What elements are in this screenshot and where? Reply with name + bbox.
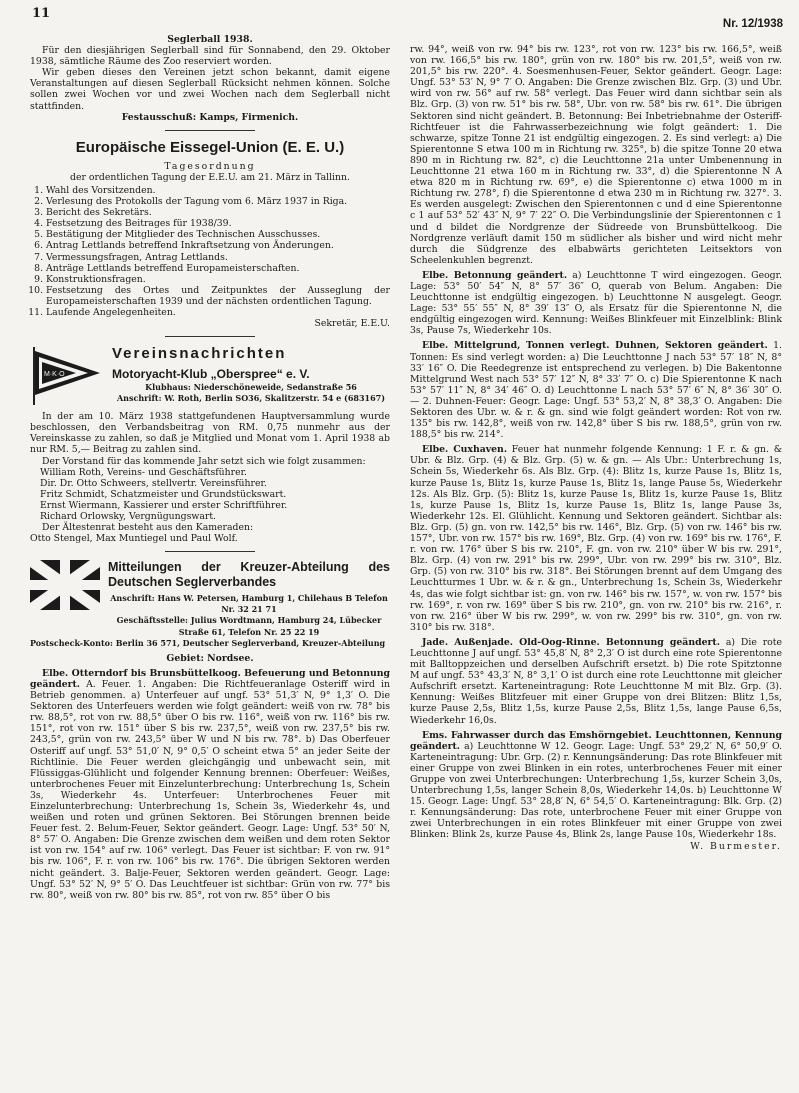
seglerball-title: Seglerball 1938. bbox=[167, 34, 253, 45]
flag-label: M·K·O bbox=[44, 371, 65, 379]
notice-text: 1. Tonnen: Es sind verlegt worden: a) Die Leuchttonne J nach 53° 57′ 18″ N, 8° 33′ 16″ O. Die Reedegrenze ist entsprechend zu verlegen. b) Die Bakentonne Mittelgrund West nach 53° 57′ 12″ N, 8° 33′ 7″ O. c) Die Spierentonne K nach 53° 57′ 11″ N, 8° 34′ 46″ O. d) Leuchttonne L nach 53° 57′ 6″ N, 8° 36′ 30″ O. — 2. Duhnen-Feuer: Geogr. Lage: Ungf. 53° 53,2′ N, 8° 38,3′ O. Angaben: Die Sektoren des Ubr. w. & r. & gn. sind wie folgt geändert worden: Rot von rw. 135° bis rw. 142,8°, weiß von rw. 142,8° über S bis rw. 188,5°, grün von rw. 188,5° bis rw. 214°. bbox=[410, 340, 782, 441]
agenda-item: 4. Festsetzung des Beitrages für 1938/39. bbox=[46, 218, 390, 229]
club-board-list bbox=[30, 467, 390, 522]
eeu-agenda-list bbox=[30, 185, 390, 318]
agenda-item: 5. Bestätigung der Mitglieder des Technischen Ausschusses. bbox=[46, 229, 390, 240]
agenda-item: 1. Wahl des Vorsitzenden. bbox=[46, 185, 390, 196]
kreuzer-address-1: Anschrift: Hans W. Petersen, Hamburg 1, Chilehaus B Telefon Nr. 32 21 71 bbox=[110, 593, 388, 615]
notice-elbe-otterndorf bbox=[30, 668, 390, 901]
notice-text: A. Feuer. 1. Angaben: Die Richtfeueranlage Osteriff wird in Betrieb genommen. a) Unterfeuer auf ungf. 53° 51,3′ N, 9° 1,3′ O. Die Sektoren des Unterfeuers werden wie folgt geändert: weiß von rw. 78° bis rw. 88,5°, rot von rw. 88,5° über O bis rw. 116°, weiß von rw. 116° bis rw. 151°, rot von rw. 151° über S bis rw. 237,5°, weiß von rw. 237,5° bis rw. 243,5°, grün von rw. 243,5° über W und N bis rw. 78°. b) Das Oberfeuer Osteriff auf ungf. 53° 51,0′ N, 9° 0,5′ O scheint etwa 5° an jeder Seite der Richtlinie. Die Feuer werden gleichgängig und unbewacht sein, mit Flüssiggas-Glühlicht und folgender Kennung brennen: Oberfeuer: Weißes, unterbrochenes Feuer mit Einzelunterbrechung: Unterbrechung 1s, Schein 3s, Wiederkehr 4s. Unterfeuer: Unterbrochenes Feuer mit Einzelunterbrechung: Unterbrechung 1s, Schein 3s, Wiederkehr 4s, und weißen und roten und grünen Sektoren. Bei Störungen brennen beide Feuer fest. 2. Belum-Feuer, Sektor geändert. Geogr. Lage: Ungf. 53° 50′ N, 8° 57′ O. Angaben: Die Grenze zwischen dem weißen und dem roten Sektor ist von rw. 154° auf rw. 106° verlegt. Das Feuer ist sichtbar: F. von rw. 91° bis rw. 106°, F. r. von rw. 106° bis rw. 176°. Die übrigen Sektoren werden nicht geändert. 3. Balje-Feuer, Sektoren werden geändert. Geogr. Lage: Ungf. 53° 52′ N, 9° 5′ O. Das Leuchtfeuer ist sichtbar: Grün von rw. 77° bis rw. 80°, weiß von rw. 80° bis rw. 85°, rot von rw. 85° über O bis bbox=[30, 678, 390, 901]
notice-elbe-betonnung bbox=[410, 270, 782, 337]
notice-title: Elbe. Mittelgrund, Tonnen verlegt. Duhnen, Sektoren geändert. bbox=[422, 340, 768, 352]
club-elders: Otto Stengel, Max Muntiegel und Paul Wolf. bbox=[30, 533, 238, 545]
club-paragraph-1: In der am 10. März 1938 stattgefundenen Hauptversammlung wurde beschlossen, den Verbandsbeitrag von RM. 0,75 nunmehr aus der Vereinskasse zu zahlen, so daß je Mitglied und Monat vom 1. April 1938 ab nur RM. 5,— Beitrag zu zahlen sind. bbox=[30, 411, 390, 456]
board-member: Fritz Schmidt, Schatzmeister und Grundstückswart. bbox=[40, 488, 287, 500]
agenda-item: 8. Anträge Lettlands betreffend Europameisterschaften. bbox=[46, 263, 390, 274]
agenda-item: 9. Konstruktionsfragen. bbox=[46, 274, 390, 285]
notice-title: Elbe. Betonnung geändert. bbox=[422, 269, 568, 281]
agenda-item: 7. Vermessungsfragen, Antrag Lettlands. bbox=[46, 252, 390, 263]
agenda-item: 11. Laufende Angelegenheiten. bbox=[46, 307, 390, 318]
kreuzer-region: Gebiet: Nordsee. bbox=[166, 652, 254, 664]
agenda-item: 10. Festsetzung des Ortes und Zeitpunktes der Ausseglung der Europameisterschaften 1939 und der nächsten ordentlichen Tagung. bbox=[46, 285, 390, 307]
notice-text: a) Leuchttonne T wird eingezogen. Geogr. Lage: 53° 50′ 54″ N, 8° 57′ 36″ O, querab von Belum. Angaben: Die Leuchttonne ist endgültig eingezogen. b) Leuchttonne N ausgelegt. Geogr. Lage: 53° 55′ 55″ N, 8° 39′ 13″ O, als Ersatz für die Spierentonne N, die endgültig eingezogen wird. Kennung: Weißes Blinkfeuer mit Einzelblink: Blink 3s, Pause 7s, Wiederkehr 10s. bbox=[410, 269, 783, 337]
notice-text: Feuer hat nunmehr folgende Kennung: 1 F. r. & gn. & Ubr. & Blz. Grp. (4) & Blz. Grp. (5) w. & gn. — Als Ubr.: Unterbrechung 1s, Schein 5s, Wiederkehr 6s. Als Blz. Grp. (4): Blitz 1s, kurze Pause 1s, Blitz 1s, kurze Pause 1s, Blitz 1s, kurze Pause 1s, Blitz 1s, lange Pause 5s, Wiederkehr 12s. Als Blz. Grp. (5): Blitz 1s, kurze Pause 1s, Blitz 1s, kurze Pause 1s, Blitz 1s, kurze Pause 1s, Blitz 1s, kurze Pause 1s, Blitz 1s, lange Pause 3s, Wiederkehr 12s. El. Glühlicht. Kennung und Sektoren geändert. Sichtbar als: Blz. Grp. (5) gn. von rw. 142,5° bis rw. 146°, Blz. Grp. (5) von rw. 146° bis rw. 157°, Ubr. von rw. 157° bis rw. 169°, Blz. Grp. (4) von rw. 169° bis rw. 176°, F. r. von rw. 176° über S bis rw. 210°, F. gn. von rw. 210° über W bis rw. 291°, Blz. Grp. (4) von rw. 291° bis rw. 299°, Ubr. von rw. 299° bis rw. 310°, Blz. Grp. (5) von rw. 310° bis rw. 318°. Bei Störungen brennt auf dem Umgang des Leuchtturmes 1 Ubr. w. & r. & gn., Unterbrechung 1s, Schein 3s, Wiederkehr 4s, das wie folgt sichtbar ist: gn. von rw. 146° bis rw. 157°, w. von rw. 157° bis rw. 169°, r. von rw. 169° über S bis rw. 210°, gn. von rw. 210° bis rw. 216°, r. von rw. 216° über W bis rw. 299°, w. von rw. 299° bis rw. 310°, gn. von rw. 310° bis rw. 318°. bbox=[410, 444, 782, 633]
kreuzer-flag-icon bbox=[30, 560, 100, 610]
notice-ems bbox=[410, 730, 782, 841]
issue-number: Nr. 12/1938 bbox=[722, 18, 783, 30]
eeu-signature: Sekretär, E.E.U. bbox=[314, 318, 390, 330]
kreuzer-signature: W. Burmester. bbox=[690, 840, 782, 852]
seglerball-paragraph-2: Wir geben dieses den Vereinen jetzt schon bekannt, damit eigene Veranstaltungen auf diesen Seglerball Rücksicht nehmen können. Solche sollen zwei Wochen vor und zwei Wochen nach dem Seglerball nicht stattfinden. bbox=[30, 67, 390, 112]
eeu-subtitle: Tagesordnung bbox=[164, 160, 256, 172]
continued-text: rw. 94°, weiß von rw. 94° bis rw. 123°, rot von rw. 123° bis rw. 166,5°, weiß von rw. 166,5° bis rw. 180°, grün von rw. 180° bis rw. 201,5°, weiß von rw. 201,5° bis rw. 220°. 4. Soesmenhusen-Feuer, Sektor geändert. Geogr. Lage: Ungf. 53° 53′ N, 9° 7′ O. Angaben: Die Grenze zwischen Blz. Grp. (3) und Ubr. wird von rw. 56° auf rw. 58° verlegt. Das Feuer wird dann sichtbar sein als Blz. Grp. (3) von rw. 51° bis rw. 58°, Ubr. von rw. 58° bis rw. 61°. Die übrigen Sektoren sind nicht geändert. B. Betonnung: Bei Inbetriebnahme der Osteriff-Richtfeuer ist die Fahrwasserbezeichnung wie folgt geändert: 1. Die schwarze, spitze Tonne 21 ist endgültig eingezogen. 2. Es sind verlegt: a) Die Spierentonne S etwa 100 m in Richtung rw. 325°, b) die spitze Tonne 20 etwa 890 m in Richtung rw. 82°, c) die Leuchttonne 21a unter Umbenennung in Leuchttonne 21 etwa 160 m in Richtung rw. 33°, d) die Spierentonne N A etwa 820 m in Richtung rw. 69°, e) die Spierentonne c) etwa 1000 m in Richtung rw. 278°, f) die Spierentonne d etwa 230 m in Richtung rw. 327°. 3. Es werden ausgelegt: Zwischen den Spierentonnen c und d eine Spierentonne c 1 auf 53° 52′ 43″ N, 9° 7′ 22″ O. Die Verbindungslinie der Spierentonnen c 1 und d bildet die Nordgrenze der Südreede von Brunsbüttelkoog. Die Nordgrenze verläuft damit 150 m südlicher als bisher und wird nicht mehr durch die Südgrenze des elbabwärts gerichteten Leitsektors von Scheelenkuhlen begrenzt. bbox=[410, 44, 782, 266]
divider bbox=[165, 130, 255, 131]
notice-title: Ems. Fahrwasser durch das Emshörngebiet. Leuchttonnen, Kennung geändert. bbox=[410, 729, 782, 752]
notice-elbe-mittelgrund bbox=[410, 340, 782, 440]
club-address-1: Klubhaus: Niederschöneweide, Sedanstraße 56 bbox=[145, 382, 357, 393]
notice-title: Jade. Außenjade. Old-Oog-Rinne. Betonnung geändert. bbox=[422, 636, 720, 648]
agenda-item: 2. Verlesung des Protokolls der Tagung vom 6. März 1937 in Riga. bbox=[46, 196, 390, 207]
eeu-title: Europäische Eissegel-Union (E. E. U.) bbox=[75, 138, 345, 156]
board-member: Dir. Dr. Otto Schweers, stellvertr. Vereinsführer. bbox=[40, 477, 267, 489]
seglerball-paragraph-1: Für den diesjährigen Seglerball sind für Sonnabend, den 29. Oktober 1938, sämtliche Räume des Zoo reserviert worden. bbox=[30, 45, 390, 68]
club-name: Motoryacht-Klub „Oberspree“ e. V. bbox=[112, 367, 310, 382]
club-header bbox=[30, 345, 390, 407]
notice-title: Elbe. Otterndorf bis Brunsbüttelkoog. Befeuerung und Betonnung geändert. bbox=[30, 667, 390, 690]
eeu-intro: der ordentlichen Tagung der E.E.U. am 21. März in Tallinn. bbox=[70, 171, 350, 183]
kreuzer-postscheck: Postscheck-Konto: Berlin 36 571, Deutscher Seglerverband, Kreuzer-Abteilung bbox=[30, 637, 386, 648]
board-member: Ernst Wiermann, Kassierer und erster Schriftführer. bbox=[40, 499, 288, 511]
notice-jade bbox=[410, 637, 782, 726]
club-paragraph-2: Der Vorstand für das kommende Jahr setzt sich wie folgt zusammen: bbox=[42, 455, 366, 467]
club-flag-icon bbox=[30, 345, 104, 407]
notice-elbe-cuxhaven bbox=[410, 444, 782, 633]
left-column bbox=[30, 34, 390, 901]
club-address-2: Anschrift: W. Roth, Berlin SO36, Skalitzerstr. 54 e (683167) bbox=[116, 393, 386, 404]
notice-text: a) Leuchttonne W 12. Geogr. Lage: Ungf. 53° 29,2′ N, 6° 50,9′ O. Karteneintragung: Ubr. Grp. (2) r. Kennungsänderung: Das rote Blinkfeuer mit einer Gruppe von zwei Blinken in ein rotes, unterbrochenes Feuer mit einer Gruppe von zwei Unterbrechungen: Unterbrechung 1,5s, kurzer Schein 3,0s, Unterbrechung 1,5s, langer Schein 8,0s, Wiederkehr 14,0s. b) Leuchttonne W 15. Geogr. Lage: Ungf. 53° 28,8′ N, 6° 54,5′ O. Karteneintragung: Blk. Grp. (2) r. Kennungsänderung: Das rote, unterbrochene Feuer mit einer Gruppe von zwei Unterbrechungen in ein rotes Blinkfeuer mit einer Gruppe von zwei Blinken: Blink 2s, kurze Pause 4s, Blink 2s, lange Pause 10s, Wiederkehr 18s. bbox=[410, 740, 782, 841]
divider bbox=[165, 336, 255, 337]
vereinsnachrichten-title: Vereinsnachrichten bbox=[112, 345, 287, 363]
board-member: William Roth, Vereins- und Geschäftsführer. bbox=[40, 466, 247, 478]
seglerball-signature: Festausschuß: Kamps, Firmenich. bbox=[121, 111, 299, 123]
agenda-item: 6. Antrag Lettlands betreffend Inkraftsetzung von Änderungen. bbox=[46, 240, 390, 251]
kreuzer-title: Mitteilungen der Kreuzer-Abteilung des Deutschen Seglerverbandes bbox=[108, 560, 390, 590]
notice-text: a) Die rote Leuchttonne J auf ungf. 53° 45,8′ N, 8° 2,3′ O ist durch eine rote Spierentonne mit Balltoppzeichen und derselben Aufschrift ersetzt. b) Die rote Spitztonne M auf ungf. 53° 43,3′ N, 8° 3,1′ O ist durch eine rote Leuchttonne mit gleicher Aufschrift ersetzt. Karteneintragung: Rote Leuchttonne M mit Blz. Grp. (3). Kennung: Weißes Blitzfeuer mit einer Gruppe von drei Blitzen: Blitz 1,5s, kurze Pause 2,5s, Blitz 1,5s, kurze Pause 2,5s, Blitz 1,5s, lange Pause 6,5s, Wiederkehr 16,0s. bbox=[410, 636, 782, 726]
kreuzer-header bbox=[30, 560, 390, 637]
right-column bbox=[410, 44, 782, 852]
agenda-item: 3. Bericht des Sekretärs. bbox=[46, 207, 390, 218]
club-elders-intro: Der Ältestenrat besteht aus den Kameraden: bbox=[42, 522, 254, 534]
kreuzer-address-2: Geschäftsstelle: Julius Wordtmann, Hamburg 24, Lübecker Straße 61, Telefon Nr. 25 22 19 bbox=[116, 615, 382, 637]
board-member: Richard Orlowsky, Vergnügungswart. bbox=[40, 511, 217, 522]
divider bbox=[165, 551, 255, 552]
notice-title: Elbe. Cuxhaven. bbox=[422, 444, 508, 456]
page-number: 11 bbox=[32, 6, 51, 21]
